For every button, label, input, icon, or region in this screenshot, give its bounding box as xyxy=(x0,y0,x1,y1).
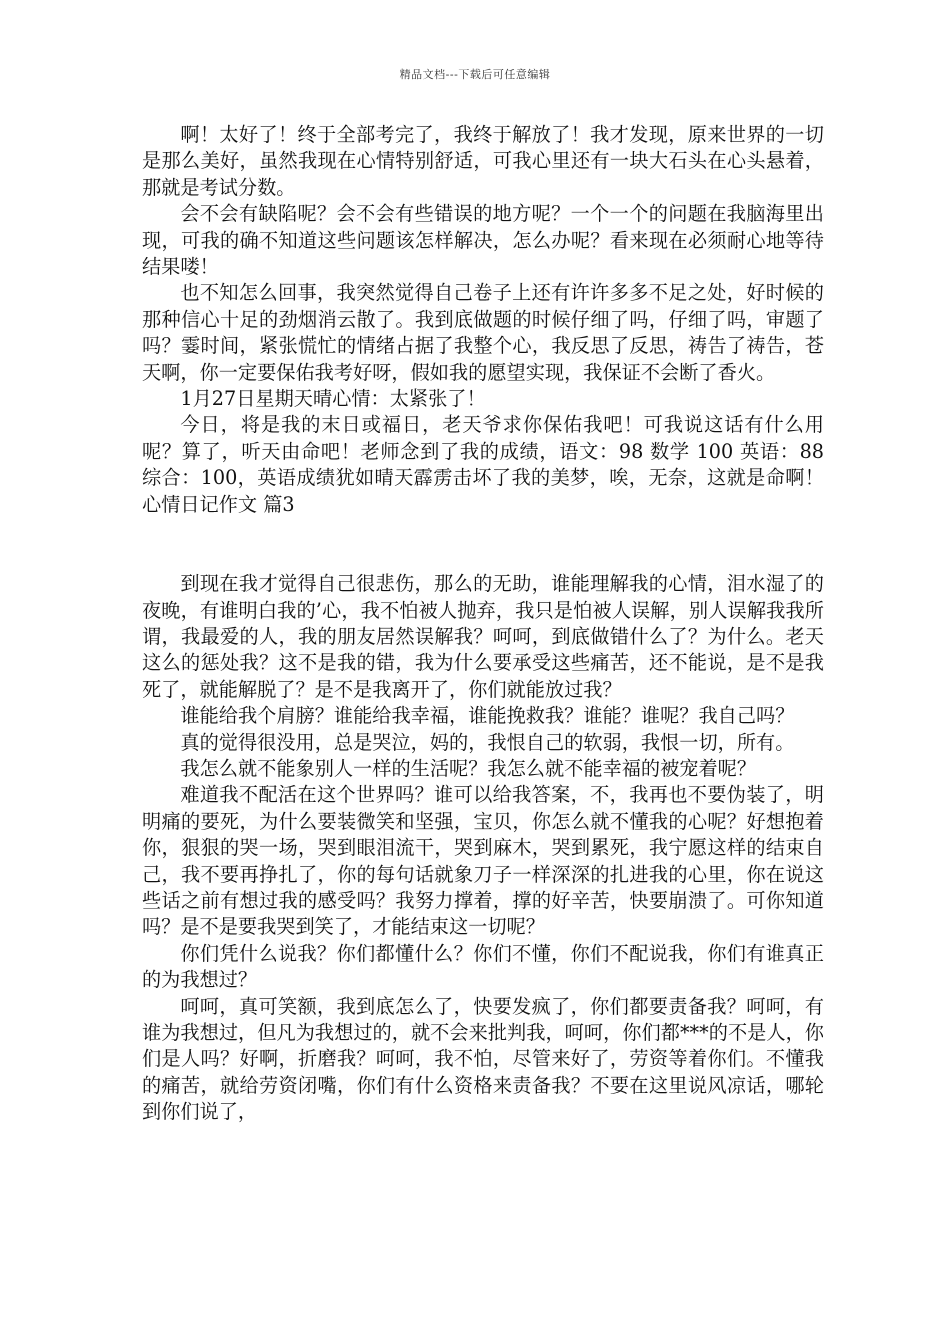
paragraph: 今日，将是我的末日或福日，老天爷求你保佑我吧！可我说这话有什么用呢？算了，听天由命吧！老师念到了我的成绩，语文：98 数学 100 英语：88 综合：100，英语成绩犹如晴天霹雳击坏了我的美梦，唉，无奈，这就是命啊！心情日记作文 篇3 xyxy=(142,413,824,516)
document-body xyxy=(142,122,824,1126)
paragraph: 我怎么就不能象别人一样的生活呢？我怎么就不能幸福的被宠着呢？ xyxy=(180,756,757,780)
paragraph: 真的觉得很没用，总是哭泣，妈的，我恨自己的软弱，我恨一切，所有。 xyxy=(180,730,795,754)
paragraph: 你们凭什么说我？你们都懂什么？你们不懂，你们不配说我，你们有谁真正的为我想过？ xyxy=(142,941,824,992)
paragraph: 也不知怎么回事，我突然觉得自己卷子上还有许许多多不足之处，好时候的那种信心十足的劲烟消云散了。我到底做题的时候仔细了吗，仔细了吗，审题了吗？霎时间，紧张慌忙的情绪占据了我整个心，我反思了反思，祷告了祷告，苍天啊，你一定要保佑我考好呀，假如我的愿望实现，我保证不会断了香火。 xyxy=(142,281,824,384)
section-gap xyxy=(142,518,824,571)
paragraph: 呵呵，真可笑额，我到底怎么了，快要发疯了，你们都要责备我？呵呵，有谁为我想过，但凡为我想过的，就不会来批判我，呵呵，你们都***的不是人，你们是人吗？好啊，折磨我？呵呵，我不怕，尽管来好了，劳资等着你们。不懂我的痛苦，就给劳资闭嘴，你们有什么资格来责备我？不要在这里说风凉话，哪轮到你们说了， xyxy=(142,994,824,1124)
page-header: 精品文档---下载后可任意编辑 xyxy=(399,68,551,81)
paragraph: 会不会有缺陷呢？会不会有些错误的地方呢？一个一个的问题在我脑海里出现，可我的确不知道这些问题该怎样解决，怎么办呢？看来现在必须耐心地等待结果喽！ xyxy=(142,202,824,279)
paragraph: 难道我不配活在这个世界吗？谁可以给我答案，不，我再也不要伪装了，明明痛的要死，为什么要装微笑和坚强，宝贝，你怎么就不懂我的心呢？好想抱着你，狠狠的哭一场，哭到眼泪流干，哭到麻木，哭到累死，我宁愿这样的结束自己，我不要再挣扎了，你的每句话就象刀子一样深深的扎进我的心里，你在说这些话之前有想过我的感受吗？我努力撑着，撑的好辛苦，快要崩溃了。可你知道吗？是不是要我哭到笑了，才能结束这一切呢？ xyxy=(142,783,824,939)
paragraph: 到现在我才觉得自己很悲伤，那么的无助，谁能理解我的心情，泪水湿了的夜晚，有谁明白我的’心，我不怕被人抛弃，我只是怕被人误解，别人误解我我所谓，我最爱的人，我的朋友居然误解我？呵呵，到底做错什么了？为什么。老天这么的惩处我？这不是我的错，我为什么要承受这些痛苦，还不能说，是不是我死了，就能解脱了？是不是我离开了，你们就能放过我？ xyxy=(142,572,824,701)
paragraph: 啊！太好了！终于全部考完了，我终于解放了！我才发现，原来世界的一切是那么美好，虽然我现在心情特别舒适，可我心里还有一块大石头在心头悬着，那就是考试分数。 xyxy=(142,123,824,199)
paragraph: 谁能给我个肩膀？谁能给我幸福，谁能挽救我？谁能？谁呢？我自己吗？ xyxy=(180,704,795,728)
paragraph: 1月27日星期天晴心情：太紧张了！ xyxy=(180,387,486,411)
